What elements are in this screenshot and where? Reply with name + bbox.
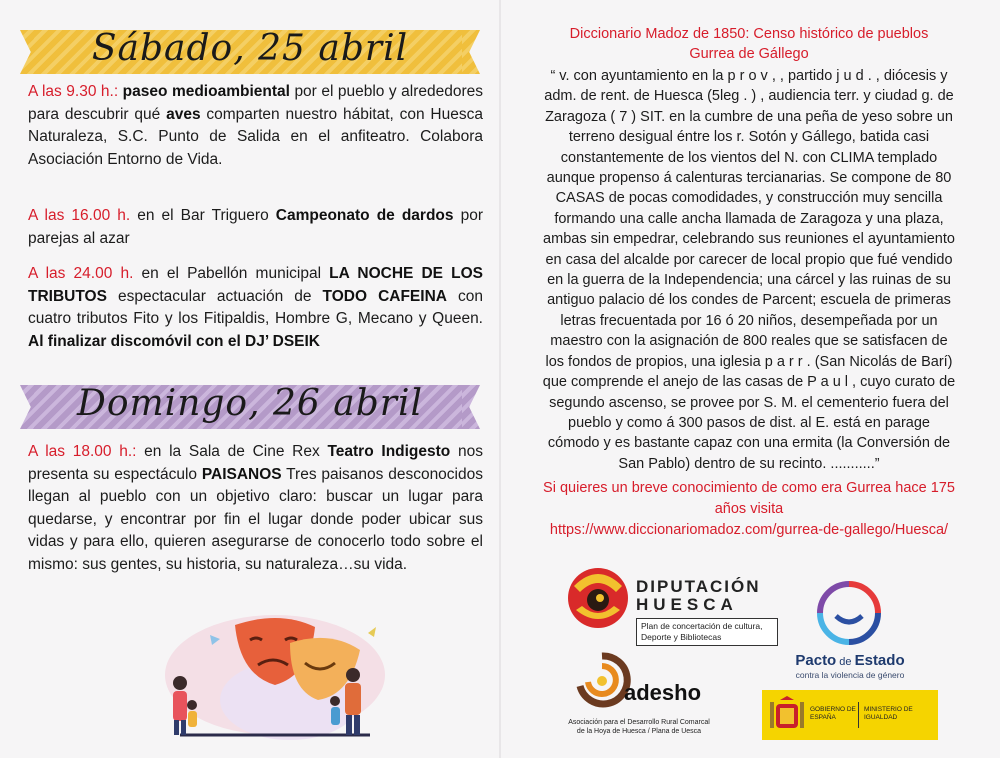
quote-line: adm. de rent. de Huesca (5leg . ) , audiencia terr. y ciudad g. de xyxy=(544,88,954,105)
adesho-swirl-icon xyxy=(572,650,632,710)
madoz-cta: Si quieres un breve conocimiento de como era Gurrea hace 175 años visita https://www.diccionariomadoz.com/gurrea-de-gallego/Huesca/ xyxy=(518,478,980,541)
madoz-link[interactable]: https://www.diccionariomadoz.com/gurrea-de-gallego/Huesca/ xyxy=(549,522,949,538)
madoz-title: Diccionario Madoz de 1850: Censo histórico de pueblos Gurrea de Gállego xyxy=(569,26,929,62)
quote-line: “ v. con ayuntamiento en la p r o v , , partido j u d . , diócesis y xyxy=(550,68,948,84)
quote-line: antiguo palacio dé los condes de Parcent; escuela de primeras xyxy=(547,292,951,309)
event-tributos: A las 24.00 h. en el Pabellón municipal LA NOCHE DE LOS TRIBUTOS espectacular actuación de TODO CAFEINA con cuatro tributos Fito y los Fitipaldis, Hombre G, Mecano y Queen. Al finalizar discomóvil con el DJ’ DSEIK xyxy=(28,265,483,350)
madoz-quote xyxy=(518,66,980,474)
theatre-masks-illustration xyxy=(140,605,400,750)
right-panel xyxy=(500,0,1000,758)
event-dardos: A las 16.00 h. en el Bar Triguero Campeonato de dardos por parejas al azar xyxy=(28,207,483,247)
quote-line: que comprende el anejo de las casas de P a u l , cuyo curato de xyxy=(542,374,956,391)
event-teatro: A las 18.00 h.: en la Sala de Cine Rex Teatro Indigesto nos presenta su espectáculo PAISANOS Tres paisanos desconocidos llegan al pueblo con un objetivo claro: buscar un lugar para quedarse, y encontrar por fin el lugar donde poder ubicar sus vidas y para ello, quieren asegurarse de conocerlo todo sobre el mismo: sus gentes, su historia, su naturaleza…su vida. xyxy=(28,443,483,573)
saturday-title: Sábado, 25 abril xyxy=(91,28,409,69)
quote-line: formando una calle ancha llamada de Zaragoza y una plaza, xyxy=(554,210,944,227)
quote-line: cómodo y es bastante capaz con una ermita (la Conversión de xyxy=(547,435,951,452)
quote-line: letras frecuentada por 16 ó 20 niños, desempeñada por un xyxy=(560,312,938,329)
quote-line: maestro con la asignación de 800 reales que se satisfacen de xyxy=(550,333,948,350)
quote-line: pueblo y como á 300 pasos de dist. al E. está en parage xyxy=(568,414,930,431)
quote-line: en la guerra de la Independencia; una cárcel y las ruinas de su xyxy=(547,272,951,289)
quote-line: en casa del alcalde por carecer de local propio que fué vendido xyxy=(545,251,953,268)
gobierno-igualdad-logo: GOBIERNO DE ESPAÑA MINISTERIO DE IGUALDAD xyxy=(762,690,938,740)
quote-line: CASAS de pocas comodidades, y construcción muy sencilla xyxy=(555,190,943,207)
quote-line: Zaragoza ( 7 ) SIT. en la cumbre de una peña de yeso sobre un xyxy=(545,108,953,125)
saturday-banner xyxy=(20,24,480,80)
sunday-title: Domingo, 26 abril xyxy=(77,383,423,424)
quote-line: aunque propenso á calenturas tercianarias. Se compone de 80 xyxy=(546,170,952,187)
sunday-banner xyxy=(20,379,480,435)
diputacion-emblem-icon xyxy=(566,566,630,630)
quote-line: los fondos de propios, una iglesia p a r r . (San Nicolás de Barí) xyxy=(545,353,953,370)
adesho-logo: adesho Asociación para el Desarrollo Rural Comarcal de la Hoya de Huesca / Plana de Uesca xyxy=(564,650,714,750)
quote-line: San Pablo) dentro de su recinto. ...........” xyxy=(618,455,880,472)
spain-coat-of-arms-icon xyxy=(770,696,804,734)
quote-line: ambas sin empedrar, celebrando sus reuniones el ayuntamiento xyxy=(543,231,955,248)
quote-line: constantemente de los vientos del N. con CLIMA templado xyxy=(560,149,938,166)
pacto-estado-logo: Pacto de Estado contra la violencia de género xyxy=(770,578,930,678)
quote-line: terreno desigual éntre los r. Sotón y Gállego, batida casi xyxy=(568,129,930,146)
quote-line: segundo ascenso, se provee por S. M. el cementerio fuera del xyxy=(549,394,949,411)
diputacion-huesca-logo: DIPUTACIÓN HUESCA Plan de concertación de cultura, Deporte y Bibliotecas xyxy=(566,566,766,656)
event-paseo: A las 9.30 h.: paseo medioambiental por el pueblo y alrededores para descubrir qué aves comparten nuestro hábitat, con Huesca Naturaleza, S.C. Punto de Salida en el anfiteatro. Colabora Asociación Entorno de Vida. xyxy=(28,83,484,168)
pacto-circle-icon xyxy=(814,578,884,648)
